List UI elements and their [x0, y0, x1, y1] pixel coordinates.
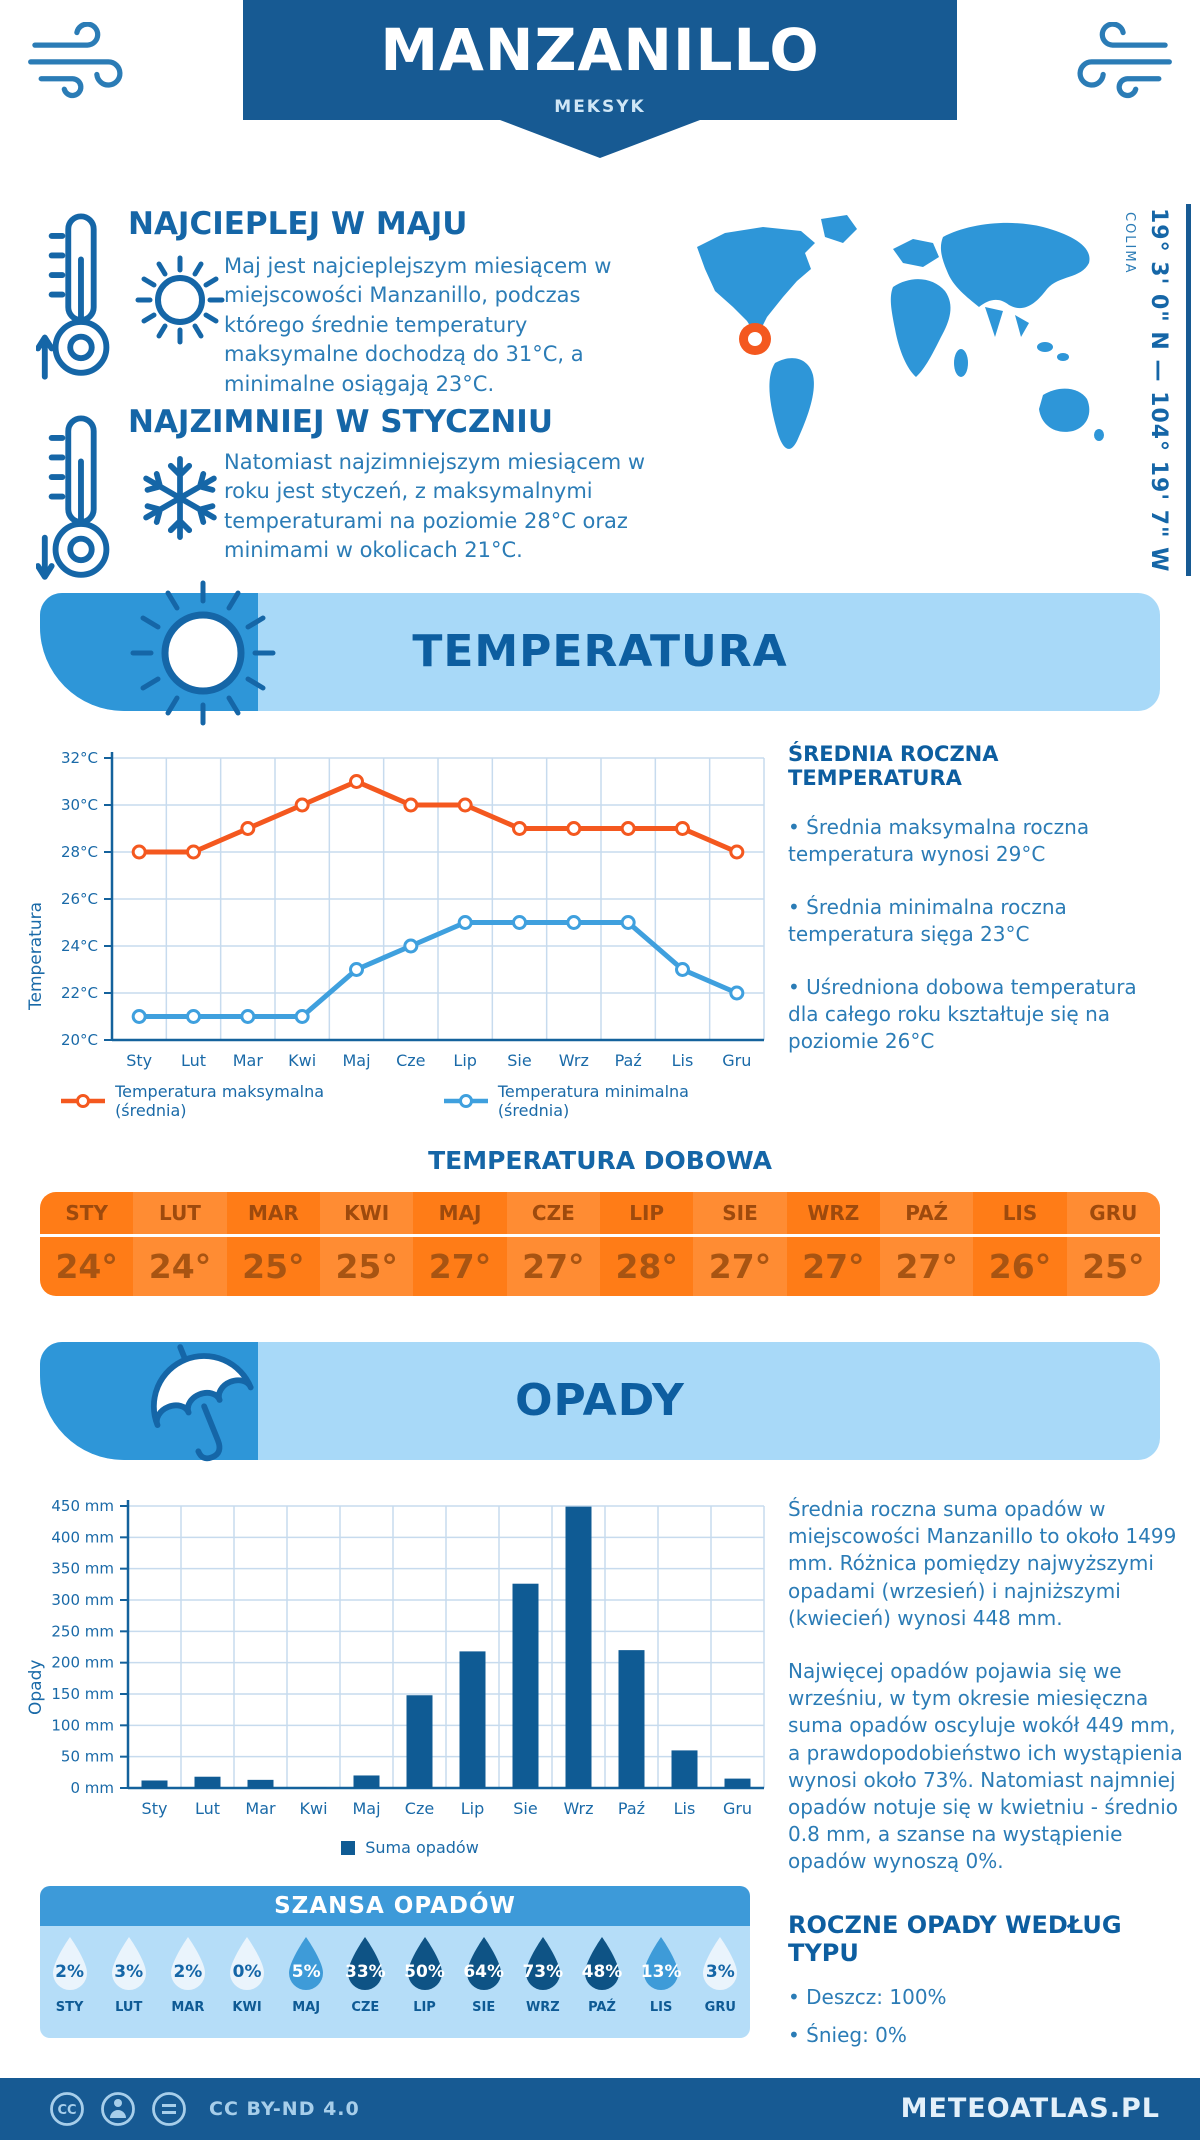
precip-chance-drop	[217, 1926, 276, 2038]
y-tick-label: 24°C	[60, 937, 98, 955]
precip-chance-drop	[99, 1926, 158, 2038]
temperature-band-title: TEMPERATURA	[412, 626, 788, 677]
warmest-month-title: NAJCIEPLEJ W MAJU	[128, 206, 468, 242]
precip-chance-month: WRZ	[525, 2000, 560, 2015]
precip-chance-month: PAŹ	[588, 2000, 616, 2015]
y-tick-label: 32°C	[60, 749, 98, 767]
legend-line-marker	[60, 1094, 105, 1108]
daily-temp-value: 25°	[1082, 1247, 1145, 1286]
wind-icon-left	[26, 22, 132, 106]
data-point	[568, 917, 580, 929]
data-point	[405, 940, 417, 952]
license-label: CC BY-ND 4.0	[209, 2098, 360, 2120]
precipitation-type-bullet: • Deszcz: 100%	[788, 1985, 947, 2010]
data-point	[568, 823, 580, 835]
daily-temp-month: KWI	[320, 1192, 413, 1237]
daily-temp-value: 27°	[522, 1247, 585, 1286]
data-point	[514, 917, 526, 929]
x-tick-label: Maj	[342, 1051, 371, 1070]
legend-label: Temperatura minimalna (średnia)	[497, 1082, 689, 1120]
precip-chance-value: 5%	[291, 1962, 321, 1982]
daily-temp-month: WRZ	[787, 1192, 880, 1237]
precip-chance-value: 2%	[55, 1962, 85, 1982]
chance-of-precipitation-panel	[40, 1926, 750, 2038]
daily-temperature-table	[40, 1192, 1160, 1296]
temp-chart-ylabel: Temperatura	[26, 901, 46, 1010]
precipitation-summary	[788, 1496, 1186, 2059]
y-tick-label: 28°C	[60, 843, 98, 861]
precip-chance-value: 0%	[232, 1962, 262, 1982]
wind-icon-right	[1068, 22, 1174, 106]
world-map	[655, 195, 1135, 525]
brand-label: METEOATLAS.PL	[900, 2093, 1160, 2124]
daily-temp-column	[227, 1192, 320, 1296]
daily-temp-month: GRU	[1067, 1192, 1160, 1237]
data-point	[514, 823, 526, 835]
x-tick-label: Wrz	[558, 1051, 589, 1070]
legend-item	[60, 1082, 395, 1120]
precip-chance-drop	[158, 1926, 217, 2038]
x-tick-label: Lut	[180, 1051, 207, 1070]
daily-temp-value: 28°	[615, 1247, 678, 1286]
x-tick-label: Sie	[513, 1799, 538, 1818]
precip-chance-month: MAJ	[292, 2000, 321, 2015]
daily-temp-month: SIE	[693, 1192, 786, 1237]
daily-temp-month: STY	[40, 1192, 133, 1237]
precip-bar	[725, 1779, 751, 1788]
precip-chance-month: KWI	[232, 2000, 262, 2015]
precip-bar	[354, 1775, 380, 1788]
precipitation-type-bullet: • Śnieg: 0%	[788, 2023, 907, 2048]
x-tick-label: Lip	[460, 1799, 485, 1818]
x-tick-label: Gru	[722, 1799, 753, 1818]
daily-temp-value: 27°	[895, 1247, 958, 1286]
x-tick-label: Mar	[245, 1799, 276, 1818]
y-tick-label: 300 mm	[51, 1591, 114, 1609]
cc-icon	[48, 2090, 86, 2128]
daily-temp-column	[600, 1192, 693, 1296]
data-point	[622, 917, 634, 929]
daily-temp-value: 25°	[335, 1247, 398, 1286]
license-icons	[48, 2078, 360, 2140]
precip-chance-drop	[336, 1926, 395, 2038]
title-banner	[243, 0, 957, 120]
daily-temp-column	[507, 1192, 600, 1296]
daily-temp-column	[320, 1192, 413, 1296]
y-tick-label: 450 mm	[51, 1497, 114, 1515]
precip-bar	[142, 1780, 168, 1788]
precip-chance-drop	[454, 1926, 513, 2038]
daily-temp-column	[133, 1192, 226, 1296]
precip-chance-drop	[691, 1926, 750, 2038]
daily-temp-column	[693, 1192, 786, 1296]
data-point	[459, 917, 471, 929]
data-point	[351, 776, 363, 788]
coldest-month-title: NAJZIMNIEJ W STYCZNIU	[128, 404, 553, 440]
y-tick-label: 50 mm	[60, 1747, 114, 1766]
daily-temp-column	[40, 1192, 133, 1296]
rain-chart-legend	[60, 1838, 760, 1857]
y-tick-label: 100 mm	[51, 1716, 114, 1735]
data-point	[677, 964, 689, 976]
page-subtitle: MEKSYK	[554, 97, 646, 117]
snowflake-icon	[134, 452, 226, 544]
page-title: MANZANILLO	[380, 16, 820, 84]
precipitation-paragraph: Najwięcej opadów pojawia się we wrześniu, w tym okresie miesięczna suma opadów oscyluje wokół 449 mm, a prawdopodobieństwo ich wystąpienia wynosi około 73%. Natomiast najmniej opadów notuje się w kwietniu - średnio 0.8 mm, a szanse na wystąpienie opadów wynoszą 0%.	[788, 1658, 1183, 1874]
precip-chance-drop	[513, 1926, 572, 2038]
footer	[0, 2078, 1200, 2140]
precip-bar	[407, 1695, 433, 1788]
x-tick-label: Kwi	[299, 1799, 328, 1818]
precip-chance-drop	[632, 1926, 691, 2038]
temperature-bullet: • Średnia minimalna roczna temperatura sięga 23°C	[788, 895, 1067, 946]
daily-temp-month: CZE	[507, 1192, 600, 1237]
x-tick-label: Wrz	[563, 1799, 594, 1818]
sun-band-icon	[128, 578, 278, 728]
precip-chance-value: 48%	[581, 1962, 623, 1982]
precip-bar	[248, 1780, 274, 1788]
x-tick-label: Paź	[614, 1051, 642, 1070]
coldest-month-text: Natomiast najzimniejszym miesiącem w roku jest styczeń, z maksymalnymi temperaturami na poziomie 28°C oraz minimami w okolicach 21°C.	[224, 450, 646, 563]
daily-temperature-title: TEMPERATURA DOBOWA	[428, 1146, 772, 1175]
chance-of-precipitation-title: SZANSA OPADÓW	[40, 1886, 750, 1926]
precip-bar	[566, 1507, 592, 1788]
thermometer-up-icon	[36, 208, 124, 390]
daily-temp-value: 26°	[988, 1247, 1052, 1286]
precip-chance-month: LIP	[413, 2000, 436, 2015]
legend-label: Temperatura maksymalna (średnia)	[115, 1082, 325, 1120]
warmest-month-text: Maj jest najcieplejszym miesiącem w miejscowości Manzanillo, podczas którego średnie temperatury maksymalne dochodzą do 31°C, a minimalne osiągają 23°C.	[224, 254, 612, 396]
temperature-summary-title: ŚREDNIA ROCZNA TEMPERATURA	[788, 742, 999, 790]
data-point	[296, 1011, 308, 1023]
umbrella-icon	[128, 1330, 273, 1475]
precipitation-band-title: OPADY	[515, 1375, 685, 1426]
precip-chance-value: 50%	[404, 1962, 445, 1982]
x-tick-label: Sie	[507, 1051, 532, 1070]
legend-item	[443, 1082, 760, 1120]
temperature-summary	[788, 742, 1170, 1081]
precip-chance-drop	[40, 1926, 99, 2038]
temperature-line-chart	[42, 742, 772, 1077]
data-point	[677, 823, 689, 835]
daily-temp-value: 24°	[55, 1247, 118, 1286]
precip-bar	[619, 1650, 645, 1788]
data-point	[296, 799, 308, 811]
daily-temp-column	[880, 1192, 973, 1296]
data-point	[731, 846, 743, 858]
precip-chance-drop	[395, 1926, 454, 2038]
map-border-line	[1186, 204, 1191, 576]
data-point	[188, 1011, 200, 1023]
daily-temp-column	[787, 1192, 880, 1296]
x-tick-label: Lut	[194, 1799, 221, 1818]
precip-bar	[195, 1777, 221, 1788]
precip-chance-month: LUT	[115, 2000, 143, 2015]
daily-temp-value: 25°	[242, 1247, 305, 1286]
y-tick-label: 200 mm	[51, 1653, 114, 1672]
precip-chance-value: 33%	[345, 1962, 386, 1982]
x-tick-label: Paź	[617, 1799, 646, 1818]
precip-bar	[301, 1787, 327, 1788]
legend-label: Suma opadów	[365, 1838, 479, 1857]
thermometer-down-icon	[36, 410, 124, 592]
data-point	[242, 823, 254, 835]
precip-chance-month: CZE	[351, 2000, 380, 2015]
daily-temp-month: MAJ	[413, 1192, 506, 1237]
daily-temp-month: MAR	[227, 1192, 320, 1237]
banner-ribbon-notch	[500, 120, 700, 158]
legend-line-marker	[443, 1094, 488, 1108]
data-point	[731, 987, 743, 999]
location-marker	[739, 323, 771, 355]
rain-chart-ylabel: Opady	[26, 1659, 46, 1715]
cc-nd-icon	[150, 2090, 188, 2128]
precip-chance-value: 13%	[640, 1962, 682, 1982]
y-tick-label: 22°C	[60, 984, 98, 1002]
svg-text:CC: CC	[57, 2103, 77, 2118]
daily-temp-value: 27°	[708, 1247, 772, 1286]
temp-chart-legend	[60, 1082, 760, 1120]
x-tick-label: Mar	[232, 1051, 263, 1070]
precip-chance-month: MAR	[171, 2000, 205, 2015]
legend-item	[341, 1838, 479, 1857]
data-point	[188, 846, 200, 858]
daily-temp-column	[1067, 1192, 1160, 1296]
daily-temp-month: LUT	[133, 1192, 226, 1237]
precip-chance-month: GRU	[704, 2000, 736, 2015]
data-point	[459, 799, 471, 811]
y-tick-label: 150 mm	[51, 1685, 114, 1703]
x-tick-label: Cze	[396, 1051, 426, 1070]
precip-chance-value: 2%	[173, 1962, 203, 1982]
x-tick-label: Lis	[671, 1051, 694, 1070]
x-tick-label: Lis	[673, 1799, 696, 1818]
x-tick-label: Maj	[352, 1799, 381, 1818]
precip-chance-month: SIE	[472, 2000, 496, 2015]
precip-bar	[513, 1584, 539, 1788]
x-tick-label: Sty	[141, 1799, 168, 1818]
x-tick-label: Kwi	[288, 1051, 317, 1070]
y-tick-label: 250 mm	[51, 1622, 114, 1641]
precip-chance-value: 3%	[114, 1962, 144, 1982]
y-tick-label: 20°C	[60, 1031, 98, 1049]
data-point	[405, 799, 417, 811]
x-tick-label: Cze	[404, 1799, 435, 1818]
legend-square-marker	[341, 1841, 355, 1855]
daily-temp-value: 27°	[428, 1247, 492, 1286]
data-point	[133, 846, 145, 858]
precip-chance-value: 3%	[705, 1962, 735, 1982]
map-region-label: COLIMA	[1122, 212, 1137, 275]
daily-temp-column	[413, 1192, 506, 1296]
precipitation-paragraph: Średnia roczna suma opadów w miejscowości Manzanillo to około 1499 mm. Różnica pomiędzy najwyższymi opadami (wrzesień) i najniższymi (kwiecień) wynosi 448 mm.	[788, 1497, 1177, 1630]
map-coordinates-label: 19° 3' 0" N — 104° 19' 7" W	[1146, 208, 1171, 573]
precip-bar	[460, 1651, 486, 1788]
daily-temp-month: PAŹ	[880, 1192, 973, 1237]
y-tick-label: 350 mm	[51, 1559, 114, 1578]
y-tick-label: 30°C	[60, 796, 98, 814]
precipitation-bar-chart	[42, 1490, 772, 1825]
daily-temp-month: LIP	[600, 1192, 693, 1237]
sun-icon	[130, 250, 230, 350]
y-tick-label: 400 mm	[51, 1528, 114, 1547]
precip-chance-month: STY	[55, 2000, 84, 2015]
precip-chance-drop	[277, 1926, 336, 2038]
precipitation-type-title: ROCZNE OPADY WEDŁUG TYPU	[788, 1911, 1122, 1968]
daily-temp-month: LIS	[973, 1192, 1066, 1237]
precip-chance-value: 73%	[522, 1962, 564, 1982]
daily-temp-value: 24°	[148, 1247, 212, 1286]
precip-bar	[672, 1750, 698, 1788]
y-tick-label: 0 mm	[70, 1779, 114, 1797]
data-point	[133, 1011, 145, 1023]
x-tick-label: Gru	[722, 1051, 752, 1070]
y-tick-label: 26°C	[60, 890, 98, 908]
data-point	[622, 823, 634, 835]
data-point	[242, 1011, 254, 1023]
daily-temp-column	[973, 1192, 1066, 1296]
x-tick-label: Sty	[126, 1051, 153, 1070]
x-tick-label: Lip	[453, 1051, 477, 1070]
temperature-bullet: • Średnia maksymalna roczna temperatura wynosi 29°C	[788, 815, 1090, 866]
data-point	[351, 964, 363, 976]
daily-temp-value: 27°	[802, 1247, 865, 1286]
temperature-bullet: • Uśredniona dobowa temperatura dla całego roku kształtuje się na poziomie 26°C	[788, 975, 1137, 1053]
precip-chance-month: LIS	[649, 2000, 673, 2015]
cc-attribution-icon	[99, 2090, 137, 2128]
precip-chance-value: 64%	[463, 1962, 505, 1982]
precip-chance-drop	[572, 1926, 631, 2038]
